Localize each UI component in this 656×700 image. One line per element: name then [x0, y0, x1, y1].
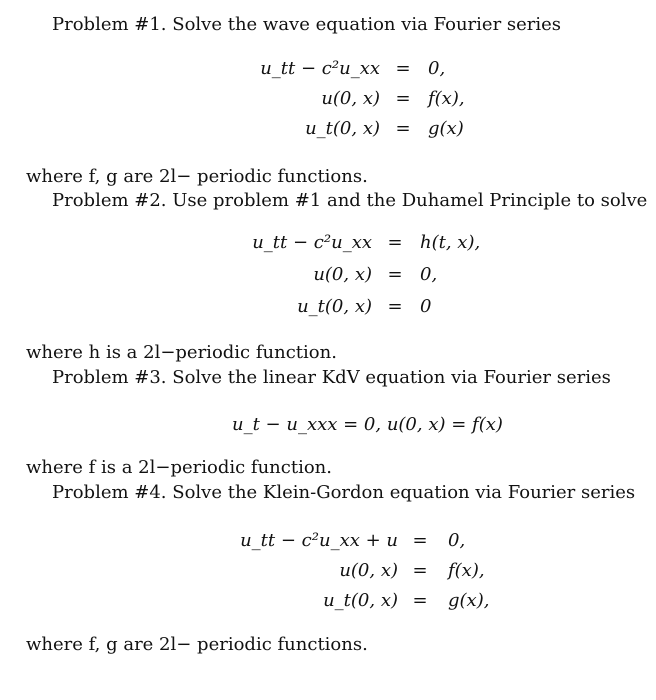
- eq-1-3-rhs: g(x): [428, 118, 464, 139]
- eq-2-1-lhs: u_tt − c²u_xx: [252, 232, 372, 253]
- eq-2-2-rel: =: [387, 264, 403, 285]
- eq-2-1-rhs: h(t, x),: [420, 232, 481, 253]
- problem-2-heading: Problem #2. Use problem #1 and the Duhamel Principle to solve: [52, 190, 648, 211]
- problem-2-footer: where h is a 2l−periodic function.: [26, 342, 337, 363]
- problem-4-heading: Problem #4. Solve the Klein-Gordon equation via Fourier series: [52, 482, 636, 503]
- eq-1-1-rhs: 0,: [428, 58, 446, 79]
- problem-1-equations: [0, 58, 656, 138]
- eq-1-1-rel: =: [395, 58, 411, 79]
- problem-3-footer: where f is a 2l−periodic function.: [26, 457, 332, 478]
- problem-4-equations: [0, 530, 656, 620]
- eq-4-2-rhs: f(x),: [448, 560, 485, 581]
- problem-2-equations: [0, 232, 656, 322]
- eq-2-1-rel: =: [387, 232, 403, 253]
- problem-4-footer: where f, g are 2l− periodic functions.: [26, 634, 368, 655]
- eq-2-3-rel: =: [387, 296, 403, 317]
- eq-1-2-lhs: u(0, x): [321, 88, 380, 109]
- eq-4-3-lhs: u_t(0, x): [323, 590, 398, 611]
- problem-1-footer: where f, g are 2l− periodic functions.: [26, 166, 368, 187]
- problem-1-heading: Problem #1. Solve the wave equation via Fourier series: [52, 14, 562, 35]
- eq-1-3-rel: =: [395, 118, 411, 139]
- eq-1-1-lhs: u_tt − c²u_xx: [260, 58, 380, 79]
- eq-4-3-rhs: g(x),: [448, 590, 490, 611]
- eq-2-3-lhs: u_t(0, x): [297, 296, 372, 317]
- eq-4-3-rel: =: [412, 590, 428, 611]
- eq-4-2-lhs: u(0, x): [339, 560, 398, 581]
- eq-2-2-rhs: 0,: [420, 264, 438, 285]
- eq-4-1-lhs: u_tt − c²u_xx + u: [240, 530, 398, 551]
- eq-4-2-rel: =: [412, 560, 428, 581]
- problem-3-equation: u_t − u_xxx = 0, u(0, x) = f(x): [232, 414, 503, 435]
- eq-4-1-rhs: 0,: [448, 530, 466, 551]
- eq-1-2-rel: =: [395, 88, 411, 109]
- eq-2-3-rhs: 0: [420, 296, 432, 317]
- problem-3-heading: Problem #3. Solve the linear KdV equation via Fourier series: [52, 367, 611, 388]
- eq-1-3-lhs: u_t(0, x): [305, 118, 380, 139]
- eq-4-1-rel: =: [412, 530, 428, 551]
- eq-1-2-rhs: f(x),: [428, 88, 465, 109]
- eq-2-2-lhs: u(0, x): [313, 264, 372, 285]
